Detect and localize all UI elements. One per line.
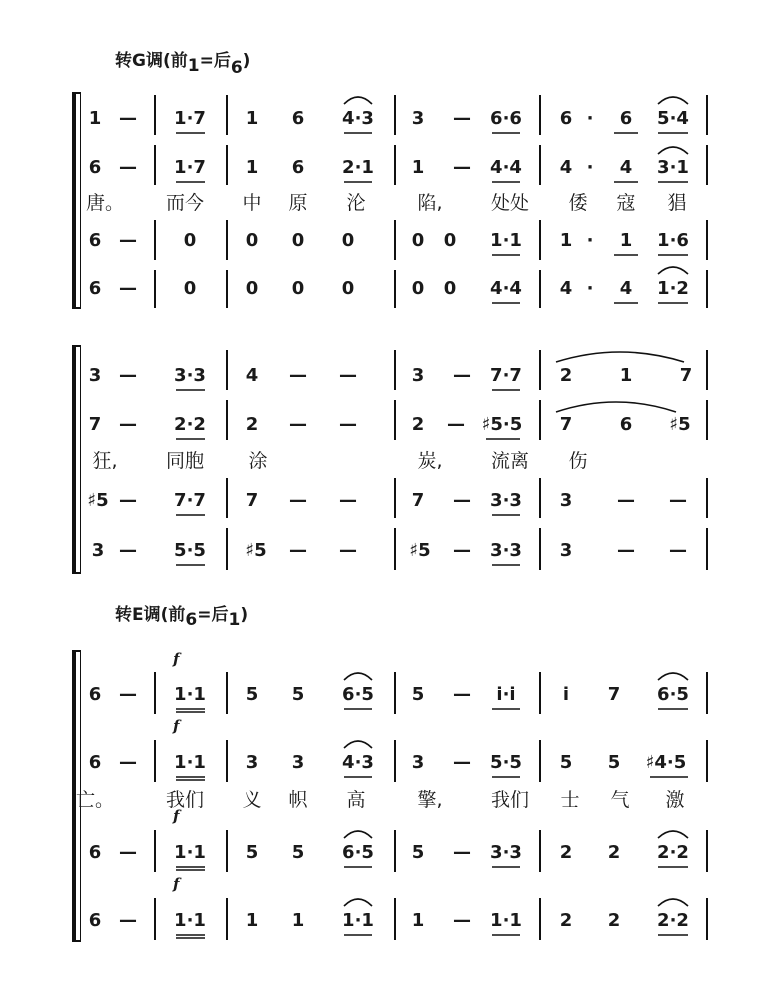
- note: 5·4: [657, 108, 689, 129]
- note: ·: [586, 230, 594, 251]
- lyric-syllable: 我们: [490, 789, 530, 811]
- note: —: [339, 540, 357, 561]
- note: 3: [88, 365, 102, 386]
- note: 5: [291, 684, 305, 705]
- note: 6·5: [657, 684, 689, 705]
- note: 1: [619, 365, 633, 386]
- lyric-syllable: 士: [560, 789, 580, 811]
- note: 6: [291, 108, 305, 129]
- note: 1: [619, 230, 633, 251]
- note: 4·4: [490, 157, 522, 178]
- note: 4: [619, 278, 633, 299]
- note: 7: [607, 684, 621, 705]
- note: 6: [619, 108, 633, 129]
- note: —: [119, 752, 137, 773]
- slur: [344, 899, 372, 906]
- lyric-syllable: 我们: [165, 789, 205, 811]
- lyric-syllable: 陷,: [417, 192, 443, 214]
- note: 5·5: [174, 540, 206, 561]
- note: 0: [291, 278, 305, 299]
- slur: [344, 673, 372, 680]
- note: 5: [559, 752, 573, 773]
- note: —: [119, 414, 137, 435]
- note: 0: [245, 230, 259, 251]
- key-change-e: 转E调(前6=后1): [115, 605, 249, 630]
- note: 5: [607, 752, 621, 773]
- note: i: [562, 684, 570, 705]
- note: 3: [291, 752, 305, 773]
- note: —: [119, 108, 137, 129]
- note: 1·1: [174, 842, 206, 863]
- note: —: [119, 540, 137, 561]
- note: 5: [291, 842, 305, 863]
- note: 1: [411, 157, 425, 178]
- note: 0: [341, 278, 355, 299]
- note: 2: [559, 365, 573, 386]
- note: 6: [559, 108, 573, 129]
- note: —: [119, 684, 137, 705]
- note: —: [289, 365, 307, 386]
- note: ♯4·5: [645, 752, 687, 773]
- note: 3: [411, 365, 425, 386]
- note: —: [453, 842, 471, 863]
- lyric-syllable: 高: [346, 789, 366, 811]
- note: —: [453, 752, 471, 773]
- note: 0: [443, 278, 457, 299]
- note: 6: [88, 752, 102, 773]
- lyric-syllable: 沦: [346, 192, 366, 214]
- note: 6: [619, 414, 633, 435]
- note: 1·2: [657, 278, 689, 299]
- lyric-syllable: 伤: [568, 450, 588, 472]
- note: —: [453, 108, 471, 129]
- note: 5: [411, 842, 425, 863]
- lyric-syllable: 流离: [490, 450, 530, 472]
- note: 6: [88, 842, 102, 863]
- note: —: [339, 365, 357, 386]
- note: 1: [291, 910, 305, 931]
- note: 1: [245, 910, 259, 931]
- note: 1·1: [490, 230, 522, 251]
- note: ♯5: [669, 414, 691, 435]
- lyric-syllable: 而今: [165, 192, 205, 214]
- note: 3·3: [490, 540, 522, 561]
- note: 1·1: [490, 910, 522, 931]
- lyric-syllable: 倭: [568, 192, 588, 214]
- note: ·: [586, 278, 594, 299]
- lyric-syllable: 义: [242, 789, 262, 811]
- note: —: [669, 490, 687, 511]
- lyric-syllable: 唐。: [85, 192, 125, 214]
- note: 5: [245, 684, 259, 705]
- note: ·: [586, 157, 594, 178]
- note: 1: [411, 910, 425, 931]
- note: 4: [559, 278, 573, 299]
- note: 6·6: [490, 108, 522, 129]
- note: —: [119, 230, 137, 251]
- note: 2: [245, 414, 259, 435]
- key-change-g: 转G调(前1=后6): [115, 51, 251, 78]
- note: —: [119, 842, 137, 863]
- note: ·: [586, 108, 594, 129]
- lyric-syllable: 处处: [490, 192, 530, 214]
- note: 3: [411, 108, 425, 129]
- note: 3: [559, 490, 573, 511]
- note: —: [453, 365, 471, 386]
- note: 5: [411, 684, 425, 705]
- note: 3·3: [490, 490, 522, 511]
- slur: [344, 741, 372, 748]
- note: 5: [245, 842, 259, 863]
- note: 2: [607, 910, 621, 931]
- note: 0: [443, 230, 457, 251]
- note: —: [289, 414, 307, 435]
- note: 7: [88, 414, 102, 435]
- note: —: [617, 490, 635, 511]
- note: 0: [411, 230, 425, 251]
- lyric-syllable: 涂: [248, 450, 268, 472]
- lyric-syllable: 狂,: [92, 450, 118, 472]
- note: ♯5·5: [481, 414, 523, 435]
- lyric-syllable: 激: [665, 789, 685, 811]
- note: 3·1: [657, 157, 689, 178]
- note: 6·5: [342, 842, 374, 863]
- note: 2·2: [657, 910, 689, 931]
- note: 2·2: [174, 414, 206, 435]
- lyric-syllable: 帜: [288, 789, 308, 811]
- note: —: [453, 157, 471, 178]
- note: —: [669, 540, 687, 561]
- note: 2: [411, 414, 425, 435]
- dynamic-forte: f: [173, 650, 180, 668]
- note: 3·3: [174, 365, 206, 386]
- lyric-syllable: 炭,: [417, 450, 443, 472]
- slur: [658, 899, 688, 906]
- note: 1·6: [657, 230, 689, 251]
- note: —: [119, 490, 137, 511]
- note: 3: [411, 752, 425, 773]
- note: 1: [245, 108, 259, 129]
- note: —: [119, 365, 137, 386]
- note: 2: [607, 842, 621, 863]
- note: —: [453, 684, 471, 705]
- lyric-syllable: 气: [610, 789, 630, 811]
- dynamic-forte: f: [173, 807, 180, 825]
- dynamic-forte: f: [173, 875, 180, 893]
- note: —: [339, 490, 357, 511]
- note: 7·7: [490, 365, 522, 386]
- lyric-syllable: 寇: [616, 192, 636, 214]
- note: 6: [88, 910, 102, 931]
- note: 6: [88, 684, 102, 705]
- note: ♯5: [245, 540, 267, 561]
- note: 4·3: [342, 752, 374, 773]
- note: —: [119, 278, 137, 299]
- note: 1·7: [174, 108, 206, 129]
- lyric-syllable: 亡。: [75, 789, 115, 811]
- note: i·i: [496, 684, 516, 705]
- lyric-syllable: 同胞: [165, 450, 205, 472]
- slur: [344, 831, 372, 838]
- note: —: [453, 540, 471, 561]
- note: 2: [559, 842, 573, 863]
- note: 0: [411, 278, 425, 299]
- note: —: [447, 414, 465, 435]
- note: 3: [559, 540, 573, 561]
- note: 4·3: [342, 108, 374, 129]
- note: 6: [88, 230, 102, 251]
- note: 0: [183, 278, 197, 299]
- note: 7: [245, 490, 259, 511]
- note: 6: [291, 157, 305, 178]
- note: 4: [245, 365, 259, 386]
- note: 3: [91, 540, 105, 561]
- note: 4: [559, 157, 573, 178]
- note: 0: [183, 230, 197, 251]
- note: 7: [411, 490, 425, 511]
- note: —: [289, 540, 307, 561]
- slur: [658, 673, 688, 680]
- note: 0: [291, 230, 305, 251]
- lyric-syllable: 原: [288, 192, 308, 214]
- note: 1·1: [174, 910, 206, 931]
- note: 1·1: [174, 684, 206, 705]
- dynamic-forte: f: [173, 717, 180, 735]
- note: 3: [245, 752, 259, 773]
- note: 1: [88, 108, 102, 129]
- note: 1·7: [174, 157, 206, 178]
- note: ♯5: [409, 540, 431, 561]
- note: —: [119, 910, 137, 931]
- note: ♯5: [87, 490, 109, 511]
- note: 7·7: [174, 490, 206, 511]
- note: 4·4: [490, 278, 522, 299]
- note: 1·1: [342, 910, 374, 931]
- note: 0: [341, 230, 355, 251]
- note: —: [453, 490, 471, 511]
- note: 4: [619, 157, 633, 178]
- note: 5·5: [490, 752, 522, 773]
- note: 7: [559, 414, 573, 435]
- note: —: [617, 540, 635, 561]
- note: 6: [88, 157, 102, 178]
- note: 1: [245, 157, 259, 178]
- lyric-syllable: 中: [242, 192, 262, 214]
- note: 3·3: [490, 842, 522, 863]
- note: 2: [559, 910, 573, 931]
- note: 2·2: [657, 842, 689, 863]
- note: 1: [559, 230, 573, 251]
- note: 0: [245, 278, 259, 299]
- note: —: [289, 490, 307, 511]
- slur: [658, 831, 688, 838]
- note: 1·1: [174, 752, 206, 773]
- lyric-syllable: 擎,: [417, 789, 443, 811]
- lyric-syllable: 猖: [667, 192, 687, 214]
- note: —: [339, 414, 357, 435]
- note: 6·5: [342, 684, 374, 705]
- note: 2·1: [342, 157, 374, 178]
- note: 6: [88, 278, 102, 299]
- note: —: [119, 157, 137, 178]
- note: —: [453, 910, 471, 931]
- note: 7: [679, 365, 693, 386]
